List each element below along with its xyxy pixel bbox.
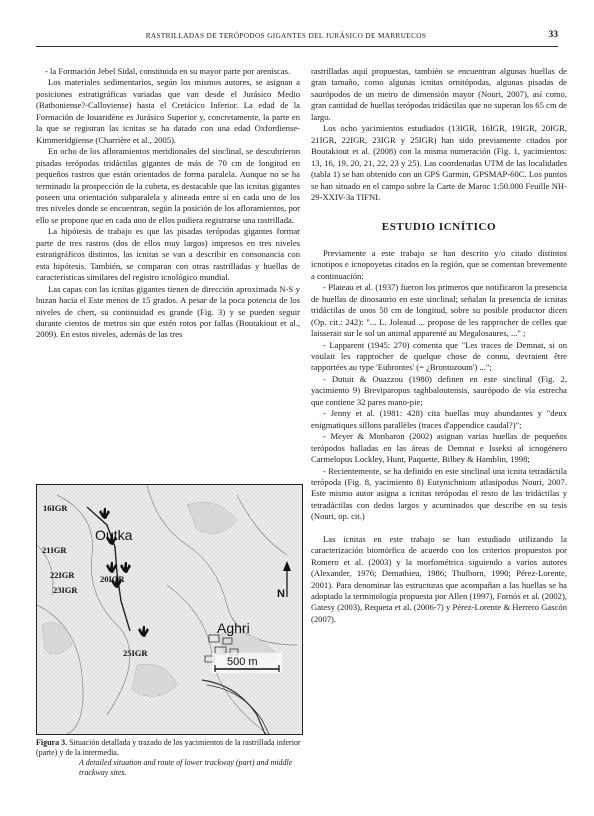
item-jenny: - Jenny et al. (1981: 428) cita huellas muy abundantes y "deux enigmatiques sillons parallèles (traces d'appendice caudal?)"; bbox=[311, 408, 567, 430]
site-label-25igr: 25IGR bbox=[123, 648, 148, 658]
paragraph-yacimientos: Los ocho yacimientos estudiados (13IGR, 16IGR, 19IGR, 20IGR, 21IGR, 22IGR, 23IGR y 25IGR) han sido previamente citados por Boutakiout et al. (2008) con la misma numeración (Fig. 1, yacimientos: 13, 16, 19, 20, 21, 22, 23 y 25). Las coordenadas UTM de las localidades (tabla 1) se han obtenido con un GPS Garmin, GPSMAP-60C. Los puntos se han situado en el campo sobre la Carte de Maroc 1:50.000 Feuille NH-29-XXIV-3a TIFNI. bbox=[311, 123, 567, 202]
north-label: N bbox=[277, 588, 285, 600]
site-map bbox=[37, 485, 302, 734]
place-label-aghri: Aghri bbox=[217, 620, 250, 636]
item-recientemente: - Recientemente, se ha definido en este sinclinal una icnita tetradáctila terópoda (Fig. 8, yacimiento 8) Eutynichnium atlasipodus Nouri, 2007. Este mismo autor asigna a icnitas terópodas el resto de las tridáctilas y tetradáctilas con dedos largos y acuminados que describe en su tesis (Nouri, op. cit.) bbox=[311, 465, 567, 522]
item-meyer: - Meyer & Monbaron (2002) asignan varias huellas de pequeños terópodos halladas en las áreas de Demnat e Isseksi al icnogénero Carmelopus Lockley, Hunt, Paquette, Bilbey & Hamblin, 1998; bbox=[311, 431, 567, 465]
item-lapparent: - Lapparent (1945: 270) comenta que "Les traces de Demnat, si on voulait les rapprocher de quelque chose de connu, devraient être rapportées au type 'Eubrontes' (= ¿Brontozoum') ..."; bbox=[311, 339, 567, 373]
paragraph-capas: Las capas con las icnitas gigantes tienen de dirección aproximada N-S y buzan hacia el Este menos de 15 grados. A pesar de la poca potencia de los niveles de chert, su continuidad es grande (Fig. 3) y se pueden seguir durante cientos de metros sin que estén rotos por fallas (Boutakiout et al., 2009). En estos niveles, además de las tres bbox=[36, 283, 300, 340]
page-header bbox=[36, 32, 558, 47]
paragraph-icnitas: Las icnitas en este trabajo se han estudiado utilizando la caracterización biomórfica de acuerdo con los criterios propuestos por Romero et al. (2003) y la morfométrica siguiendo a varios autores (Alexander, 1976; Demathieu, 1986; Thulborn, 1990; Pérez-Lorente, 2001). Para denominar las estructuras que acompañan a las huellas se ha adoptado la terminología propuesta por Allen (1997), Fornós et al. (2002), Gatesy (2003), Requeta et al. (2006-7) y Pérez-Lorente & Herrero Gascón (2007). bbox=[311, 533, 567, 624]
site-label-20igr: 20IGR bbox=[100, 574, 125, 584]
running-title: RASTRILLADAS DE TERÓPODOS GIGANTES DEL JURÁSICO DE MARRUECOS bbox=[145, 32, 427, 40]
paragraph-previamente: Previamente a este trabajo se han descrito y/o citado distintos icnotipos e icnopoyetas citados en la región, que se comentan brevemente a continuación: bbox=[311, 247, 567, 281]
caption-spanish: Situación detallada y trazado de los yacimientos de la rastrillada inferior (parte) y de la intermedia. bbox=[36, 738, 301, 757]
right-column bbox=[311, 66, 567, 625]
item-dutuit: - Dutuit & Ouazzou (1980) definen en este sinclinal (Fig. 2, yacimiento 9) Breviparopus taghbaloutensis, saurópodo de vía estrecha que contiene 32 pares mano-pie; bbox=[311, 373, 567, 407]
caption-label: Figura 3. bbox=[36, 738, 68, 747]
paragraph-hipotesis: La hipótesis de trabajo es que las pisadas terópodas gigantes formar parte de tres rastros (dos de ellos muy largos) impresos en tres niveles estratigráficos distintos, las icnitas se van a describir en consonancia con esta hipótesis. También, se comparan con otras rastrilladas y huellas de características similares del registro icnológico mundial. bbox=[36, 226, 300, 283]
site-label-21igr: 21IGR bbox=[42, 545, 67, 555]
paragraph-materiales: Los materiales sedimentarios, según los mismos autores, se asignan a posiciones estratigráficas variadas que van desde el Jurásico Medio (Bathoniense?-Calloviense) hasta el Cretácico Inferior. La edad de la Formación de Iouaridène es Jurásico Superior y, concretamente, la parte en la que se registran las icnitas se ha datado con una edad Oxfordiense-Kimmeridgiense (Charrière et al., 2005). bbox=[36, 77, 300, 145]
left-column bbox=[36, 66, 300, 341]
scale-label: 500 m bbox=[227, 656, 258, 668]
caption-english: A detailed situation and route of lower trackway (part) and middle trackway sites. bbox=[79, 758, 293, 777]
paragraph-afloramientos: En ocho de los afloramientos meridionales del sinclinal, se descubrieron pisadas terópodas tridáctilas gigantes de más de 70 cm de longitud en pequeños rastros que están orientados de forma paralela. Aunque no se ha terminado la prospección de la cubeta, es destacable que las icnitas gigantes poseen una orientación subparalela y alineada entre sí en cada uno de los tres niveles donde se encuentran, según la posición de los afloramientos, por ello se propone que en cada uno de ellos pudiera registrarse una rastrillada. bbox=[36, 146, 300, 225]
page-number: 33 bbox=[548, 30, 558, 40]
figure-caption bbox=[36, 738, 301, 778]
scale-bar bbox=[212, 653, 282, 673]
site-label-22igr: 22IGR bbox=[50, 570, 75, 580]
site-label-23igr: 23IGR bbox=[53, 585, 78, 595]
paragraph-rastrilladas: rastrilladas aquí propuestas, también se encuentran algunas huellas de gran tamaño, como algunas icnitas ornitópodas, algunas pisadas de saurópodos de un metro de dimensión mayor (Nouri, 2007), así como, gran cantidad de huellas terópodas tridáctilas que no superan los 65 cm de largo. bbox=[311, 66, 567, 122]
section-title: ESTUDIO ICNÍTICO bbox=[381, 221, 497, 234]
bullet-jebel-sidal: - la Formación Jebel Sidal, constituida en su mayor parte por areniscas. bbox=[45, 66, 291, 76]
figure-3-map bbox=[36, 484, 303, 735]
item-plateau: - Plateau et al. (1937) fueron los primeros que notificaron la presencia de huellas de dinosaurio en este sinclinal; señalan la presencia de icnitas tridáctilas de unos 50 cm de longitud, sobre su posible productor dicen (Op. cit.: 242): "... L. Joleaud ... propose de les rapprocher de celles que laisserait sur le sol un animal apparenté au Megalosaures, ..." ; bbox=[311, 282, 567, 339]
site-label-16igr: 16IGR bbox=[43, 503, 68, 513]
place-label-outka: Outka bbox=[95, 527, 133, 543]
